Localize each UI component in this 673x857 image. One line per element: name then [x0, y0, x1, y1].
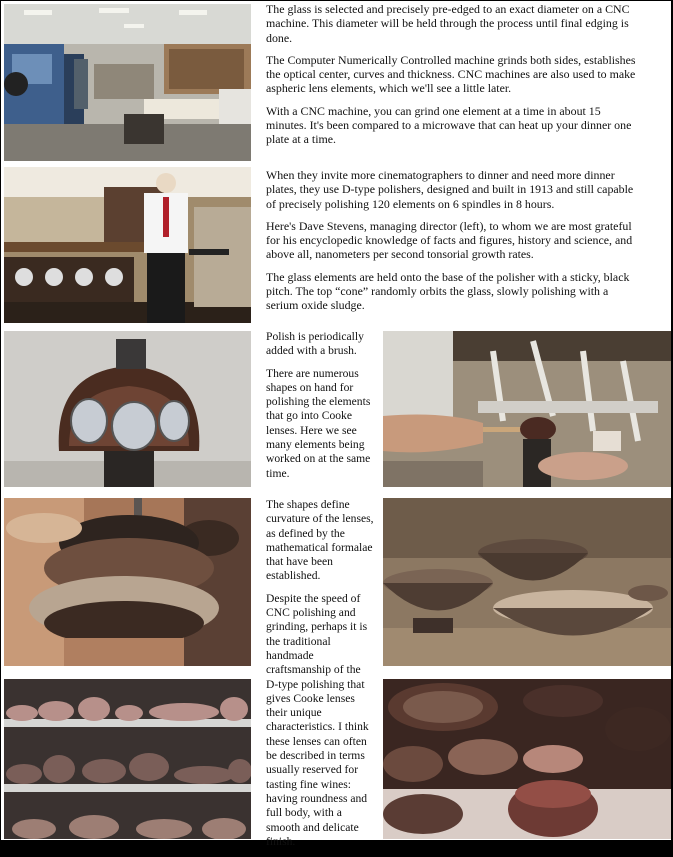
paragraph-craftsmanship: Despite the speed of CNC polishing and grinding, perhaps it is the traditional handmade craftsmanship of the D-type polishing that gives Cooke lenses their unique characteristics. I think these lenses can often be described in terms usually reserved for tasting fine wines: having roundness and full body, with a smooth and delicate finish.	[266, 591, 369, 848]
brush-polish-image	[383, 331, 671, 487]
paragraph-cnc-time: With a CNC machine, you can grind one element at a time in about 15 minutes. It's been compared to a microwave that can heat up your dinner one plate at a time.	[266, 103, 632, 147]
paragraph-d-type-polishers: When they invite more cinematographers to dinner and need more dinner plates, they use D-type polishers, designed and built in 1913 and still capable of precisely polishing 120 elements on 6 spindles in 8 hours.	[266, 168, 634, 211]
cnc-workshop-image	[4, 4, 251, 161]
photo-tool-shelves	[4, 679, 251, 839]
polishing-cone-image	[4, 331, 251, 487]
paragraph-cnc-grinds: The Computer Numerically Controlled machine grinds both sides, establishes the optical center, curves and thickness. CNC machines are also used to make aspheric lens elements, which we'll see a little later.	[266, 52, 636, 96]
photo-polishing-cone	[4, 331, 251, 487]
tool-shelves-image	[4, 679, 251, 839]
photo-dark-bowls	[383, 679, 671, 839]
paragraph-curvature: The shapes define curvature of the lenses, as defined by the mathematical formalae that have been established.	[266, 498, 374, 583]
paragraph-dave-stevens: Here's Dave Stevens, managing director (left), to whom we are most grateful for his encyclopedic knowledge of facts and figures, history and science, and above all, nanometers per second tonsorial growth rates.	[266, 218, 633, 262]
paragraph-shapes-on-hand: There are numerous shapes on hand for polishing the elements that go into Cooke lenses. Here we see many elements being worked on at the same time.	[266, 366, 371, 480]
bowl-tools-image	[383, 498, 671, 666]
photo-polishing-shapes	[4, 498, 251, 666]
text-block-shapes	[266, 498, 374, 857]
dark-bowls-image	[383, 679, 671, 839]
polishing-shapes-image	[4, 498, 251, 666]
photo-bowl-tools	[383, 498, 671, 666]
photo-cnc-workshop	[4, 4, 251, 161]
paragraph-pitch: The glass elements are held onto the base of the polisher with a sticky, black pitch. The top “cone” randomly orbits the glass, slowly polishing with a serium oxide sludge.	[266, 269, 630, 313]
paragraph-cnc-pre-edge: The glass is selected and precisely pre-edged to an exact diameter on a CNC machine. This diameter will be held through the process until final edging is done.	[266, 2, 630, 45]
text-block-polish	[266, 330, 372, 489]
text-block-cnc	[266, 2, 641, 155]
photo-brush-polish	[383, 331, 671, 487]
document-page	[1, 1, 671, 848]
paragraph-polish-brush: Polish is periodically added with a brush.	[266, 330, 364, 358]
text-block-d-type	[266, 168, 641, 321]
photo-dave-stevens	[4, 167, 251, 323]
dave-stevens-image	[4, 167, 251, 323]
